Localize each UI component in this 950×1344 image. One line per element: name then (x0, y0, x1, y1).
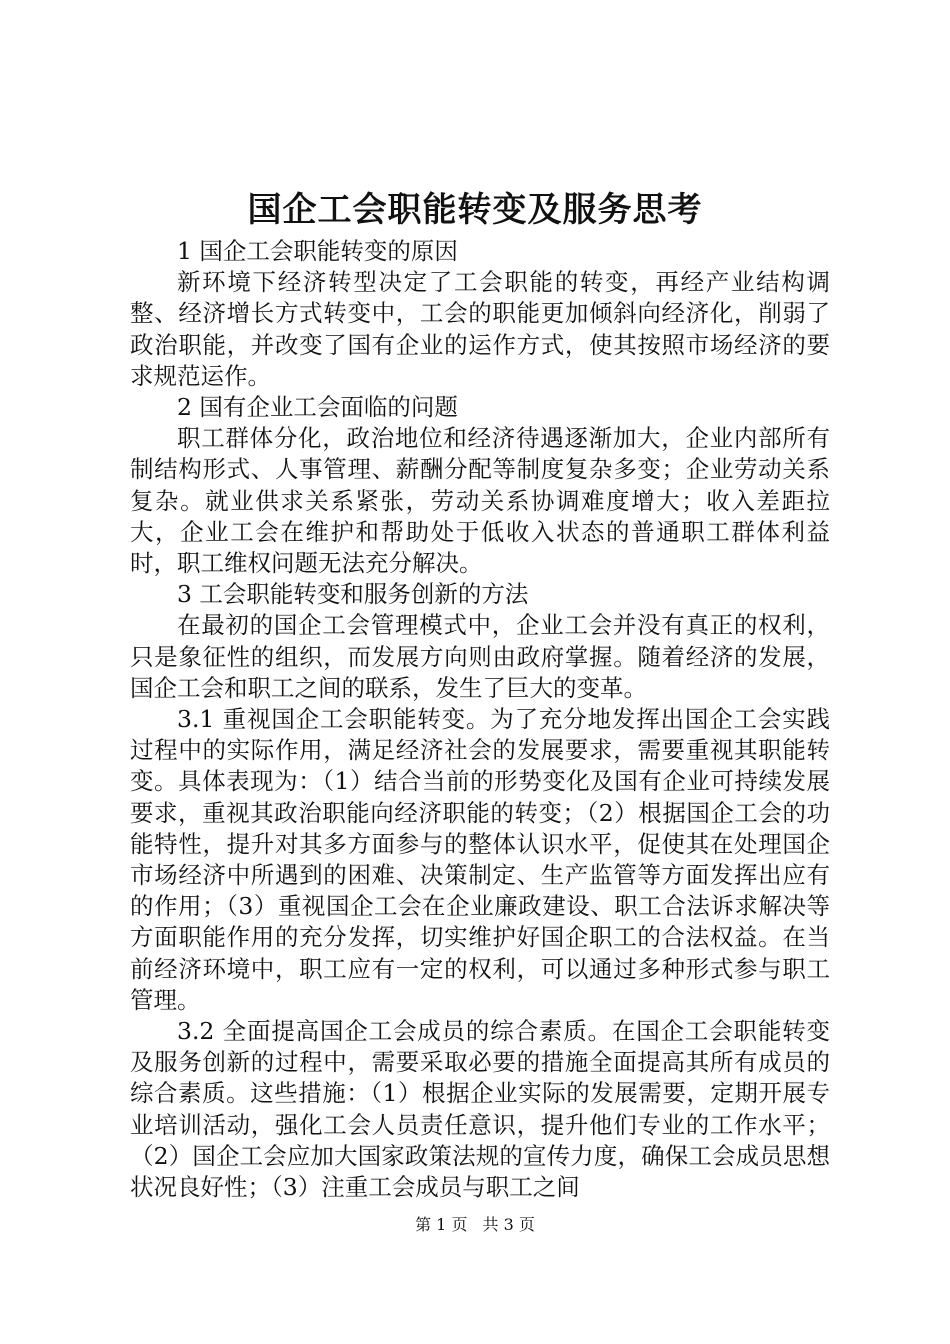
page-footer (0, 1214, 950, 1236)
paragraph-2: 职工群体分化，政治地位和经济待遇逐渐加大，企业内部所有制结构形式、人事管理、薪酬分配等制度复杂多变；企业劳动关系复杂。就业供求关系紧张，劳动关系协调难度增大；收入差距拉大，企业工会在维护和帮助处于低收入状态的普通职工群体利益时，职工维权问题无法充分解决。 (130, 424, 830, 578)
section-heading-2: 2 国有企业工会面临的问题 (177, 393, 458, 422)
page-total: 共 3 页 (482, 1215, 535, 1234)
section-heading-3: 3 工会职能转变和服务创新的方法 (177, 580, 529, 609)
page-number: 第 1 页 (415, 1215, 468, 1234)
paragraph-3: 在最初的国企工会管理模式中，企业工会并没有真正的权利，只是象征性的组织，而发展方向则由政府掌握。随着经济的发展，国企工会和职工之间的联系，发生了巨大的变革。 (130, 611, 830, 702)
section-heading-1: 1 国企工会职能转变的原因 (177, 237, 458, 265)
paragraph-1: 新环境下经济转型决定了工会职能的转变，再经产业结构调整、经济增长方式转变中，工会的职能更加倾斜向经济化，削弱了政治职能，并改变了国有企业的运作方式，使其按照市场经济的要求规范运作。 (130, 268, 830, 390)
paragraph-3-1: 3.1 重视国企工会职能转变。为了充分地发挥出国企工会实践过程中的实际作用，满足经济社会的发展要求，需要重视其职能转变。具体表现为：（1）结合当前的形势变化及国有企业可持续发展要求，重视其政治职能向经济职能的转变；（2）根据国企工会的功能特性，提升对其多方面参与的整体认识水平，促使其在处理国企市场经济中所遇到的困难、决策制定、生产监管等方面发挥出应有的作用；（3）重视国企工会在企业廉政建设、职工合法诉求解决等方面职能作用的充分发挥，切实维护好国企职工的合法权益。在当前经济环境中，职工应有一定的权利，可以通过多种形式参与职工管理。 (130, 705, 830, 1014)
document-title: 国企工会职能转变及服务思考 (247, 190, 703, 230)
paragraph-3-2: 3.2 全面提高国企工会成员的综合素质。在国企工会职能转变及服务创新的过程中，需要采取必要的措施全面提高其所有成员的综合素质。这些措施：（1）根据企业实际的发展需要，定期开展专业培训活动，强化工会人员责任意识，提升他们专业的工作水平；（2）国企工会应加大国家政策法规的宣传力度，确保工会成员思想状况良好性；（3）注重工会成员与职工之间 (130, 1017, 830, 1202)
document-body (130, 236, 830, 1203)
